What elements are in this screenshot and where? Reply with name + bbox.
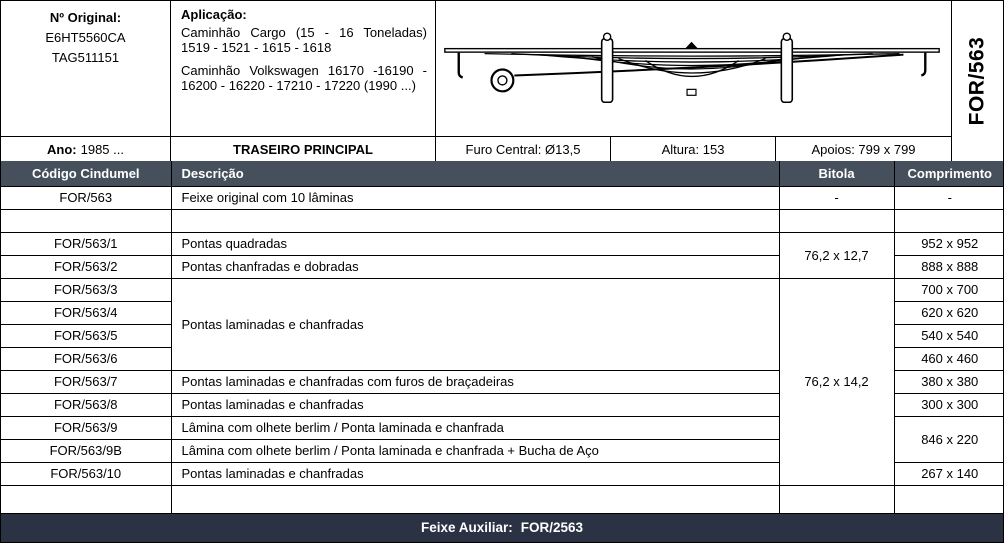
description-cell: Pontas laminadas e chanfradas com furos de braçadeiras <box>171 370 779 393</box>
length-cell: 380 x 380 <box>894 370 1004 393</box>
year-cell <box>1 137 171 161</box>
application-line: Caminhão Volkswagen 16170 -16190 - 16200 - 16220 - 17210 - 17220 (1990 ...) <box>181 62 427 94</box>
length-cell: 700 x 700 <box>894 278 1004 301</box>
leaf-spring-drawing <box>436 1 951 136</box>
code-cell: FOR/563/9B <box>1 439 171 462</box>
description-cell: Pontas chanfradas e dobradas <box>171 255 779 278</box>
length-cell: - <box>894 186 1004 209</box>
application-line: Caminhão Cargo (15 - 16 Toneladas) 1519 - 1521 - 1615 - 1618 <box>181 24 427 56</box>
center-hole-cell: Furo Central: Ø13,5 <box>436 137 611 161</box>
parts-table <box>1 161 1004 514</box>
auxiliary-spring-label: Feixe Auxiliar: <box>420 520 513 536</box>
column-header-comprimento: Comprimento <box>894 161 1004 186</box>
code-cell: FOR/563/7 <box>1 370 171 393</box>
table-row-empty <box>1 485 1004 513</box>
code-cell: FOR/563/2 <box>1 255 171 278</box>
code-cell: FOR/563/4 <box>1 301 171 324</box>
code-cell: FOR/563/10 <box>1 462 171 485</box>
original-number-cell <box>1 1 171 136</box>
table-row <box>1 232 1004 255</box>
code-cell: FOR/563/8 <box>1 393 171 416</box>
original-code: E6HT5560CA <box>45 30 126 46</box>
code-cell: FOR/563/1 <box>1 232 171 255</box>
length-cell <box>894 485 1004 513</box>
table-row <box>1 278 1004 301</box>
length-cell: 620 x 620 <box>894 301 1004 324</box>
length-cell: 952 x 952 <box>894 232 1004 255</box>
table-row <box>1 186 1004 209</box>
leaf-spring-diagram <box>436 1 951 136</box>
description-cell: Lâmina com olhete berlim / Ponta laminada e chanfrada + Bucha de Aço <box>171 439 779 462</box>
year-value: 1985 ... <box>80 141 124 157</box>
code-cell <box>1 485 171 513</box>
description-cell: Lâmina com olhete berlim / Ponta laminada e chanfrada <box>171 416 779 439</box>
length-cell: 540 x 540 <box>894 324 1004 347</box>
code-cell <box>1 209 171 232</box>
length-cell: 300 x 300 <box>894 393 1004 416</box>
height-cell: Altura: 153 <box>611 137 776 161</box>
column-header-bitola: Bitola <box>779 161 894 186</box>
header-section <box>1 1 1003 161</box>
application-cell <box>171 1 436 136</box>
bitola-cell <box>779 485 894 513</box>
description-cell: Pontas laminadas e chanfradas <box>171 393 779 416</box>
original-number-label: Nº Original: <box>49 10 122 25</box>
description-cell <box>171 485 779 513</box>
code-cell: FOR/563 <box>1 186 171 209</box>
description-cell: Pontas quadradas <box>171 232 779 255</box>
auxiliary-spring-bar <box>1 514 1003 543</box>
auxiliary-spring-code: FOR/2563 <box>520 520 584 536</box>
description-cell <box>171 209 779 232</box>
original-code: TAG511151 <box>51 50 120 66</box>
length-cell <box>894 209 1004 232</box>
bitola-cell: - <box>779 186 894 209</box>
length-cell: 267 x 140 <box>894 462 1004 485</box>
code-cell: FOR/563/5 <box>1 324 171 347</box>
length-cell: 888 x 888 <box>894 255 1004 278</box>
bitola-cell-merged: 76,2 x 12,7 <box>779 232 894 278</box>
model-code-cell <box>951 1 1003 161</box>
bitola-cell <box>779 209 894 232</box>
length-cell: 460 x 460 <box>894 347 1004 370</box>
application-label: Aplicação: <box>181 7 247 22</box>
supports-cell: Apoios: 799 x 799 <box>811 141 916 157</box>
table-header-row <box>1 161 1004 186</box>
column-header-codigo: Código Cindumel <box>1 161 171 186</box>
code-cell: FOR/563/9 <box>1 416 171 439</box>
year-label: Ano: <box>47 141 77 157</box>
specs-row <box>1 137 951 161</box>
table-row-empty <box>1 209 1004 232</box>
code-cell: FOR/563/3 <box>1 278 171 301</box>
length-cell-merged: 846 x 220 <box>894 416 1004 462</box>
description-cell: Pontas laminadas e chanfradas <box>171 462 779 485</box>
bitola-cell-merged: 76,2 x 14,2 <box>779 278 894 485</box>
code-cell: FOR/563/6 <box>1 347 171 370</box>
description-cell: Feixe original com 10 lâminas <box>171 186 779 209</box>
description-cell-merged: Pontas laminadas e chanfradas <box>171 278 779 370</box>
column-header-descricao: Descrição <box>171 161 779 186</box>
model-code-vertical-label: FOR/563 <box>965 36 989 126</box>
position-cell: TRASEIRO PRINCIPAL <box>171 137 436 161</box>
